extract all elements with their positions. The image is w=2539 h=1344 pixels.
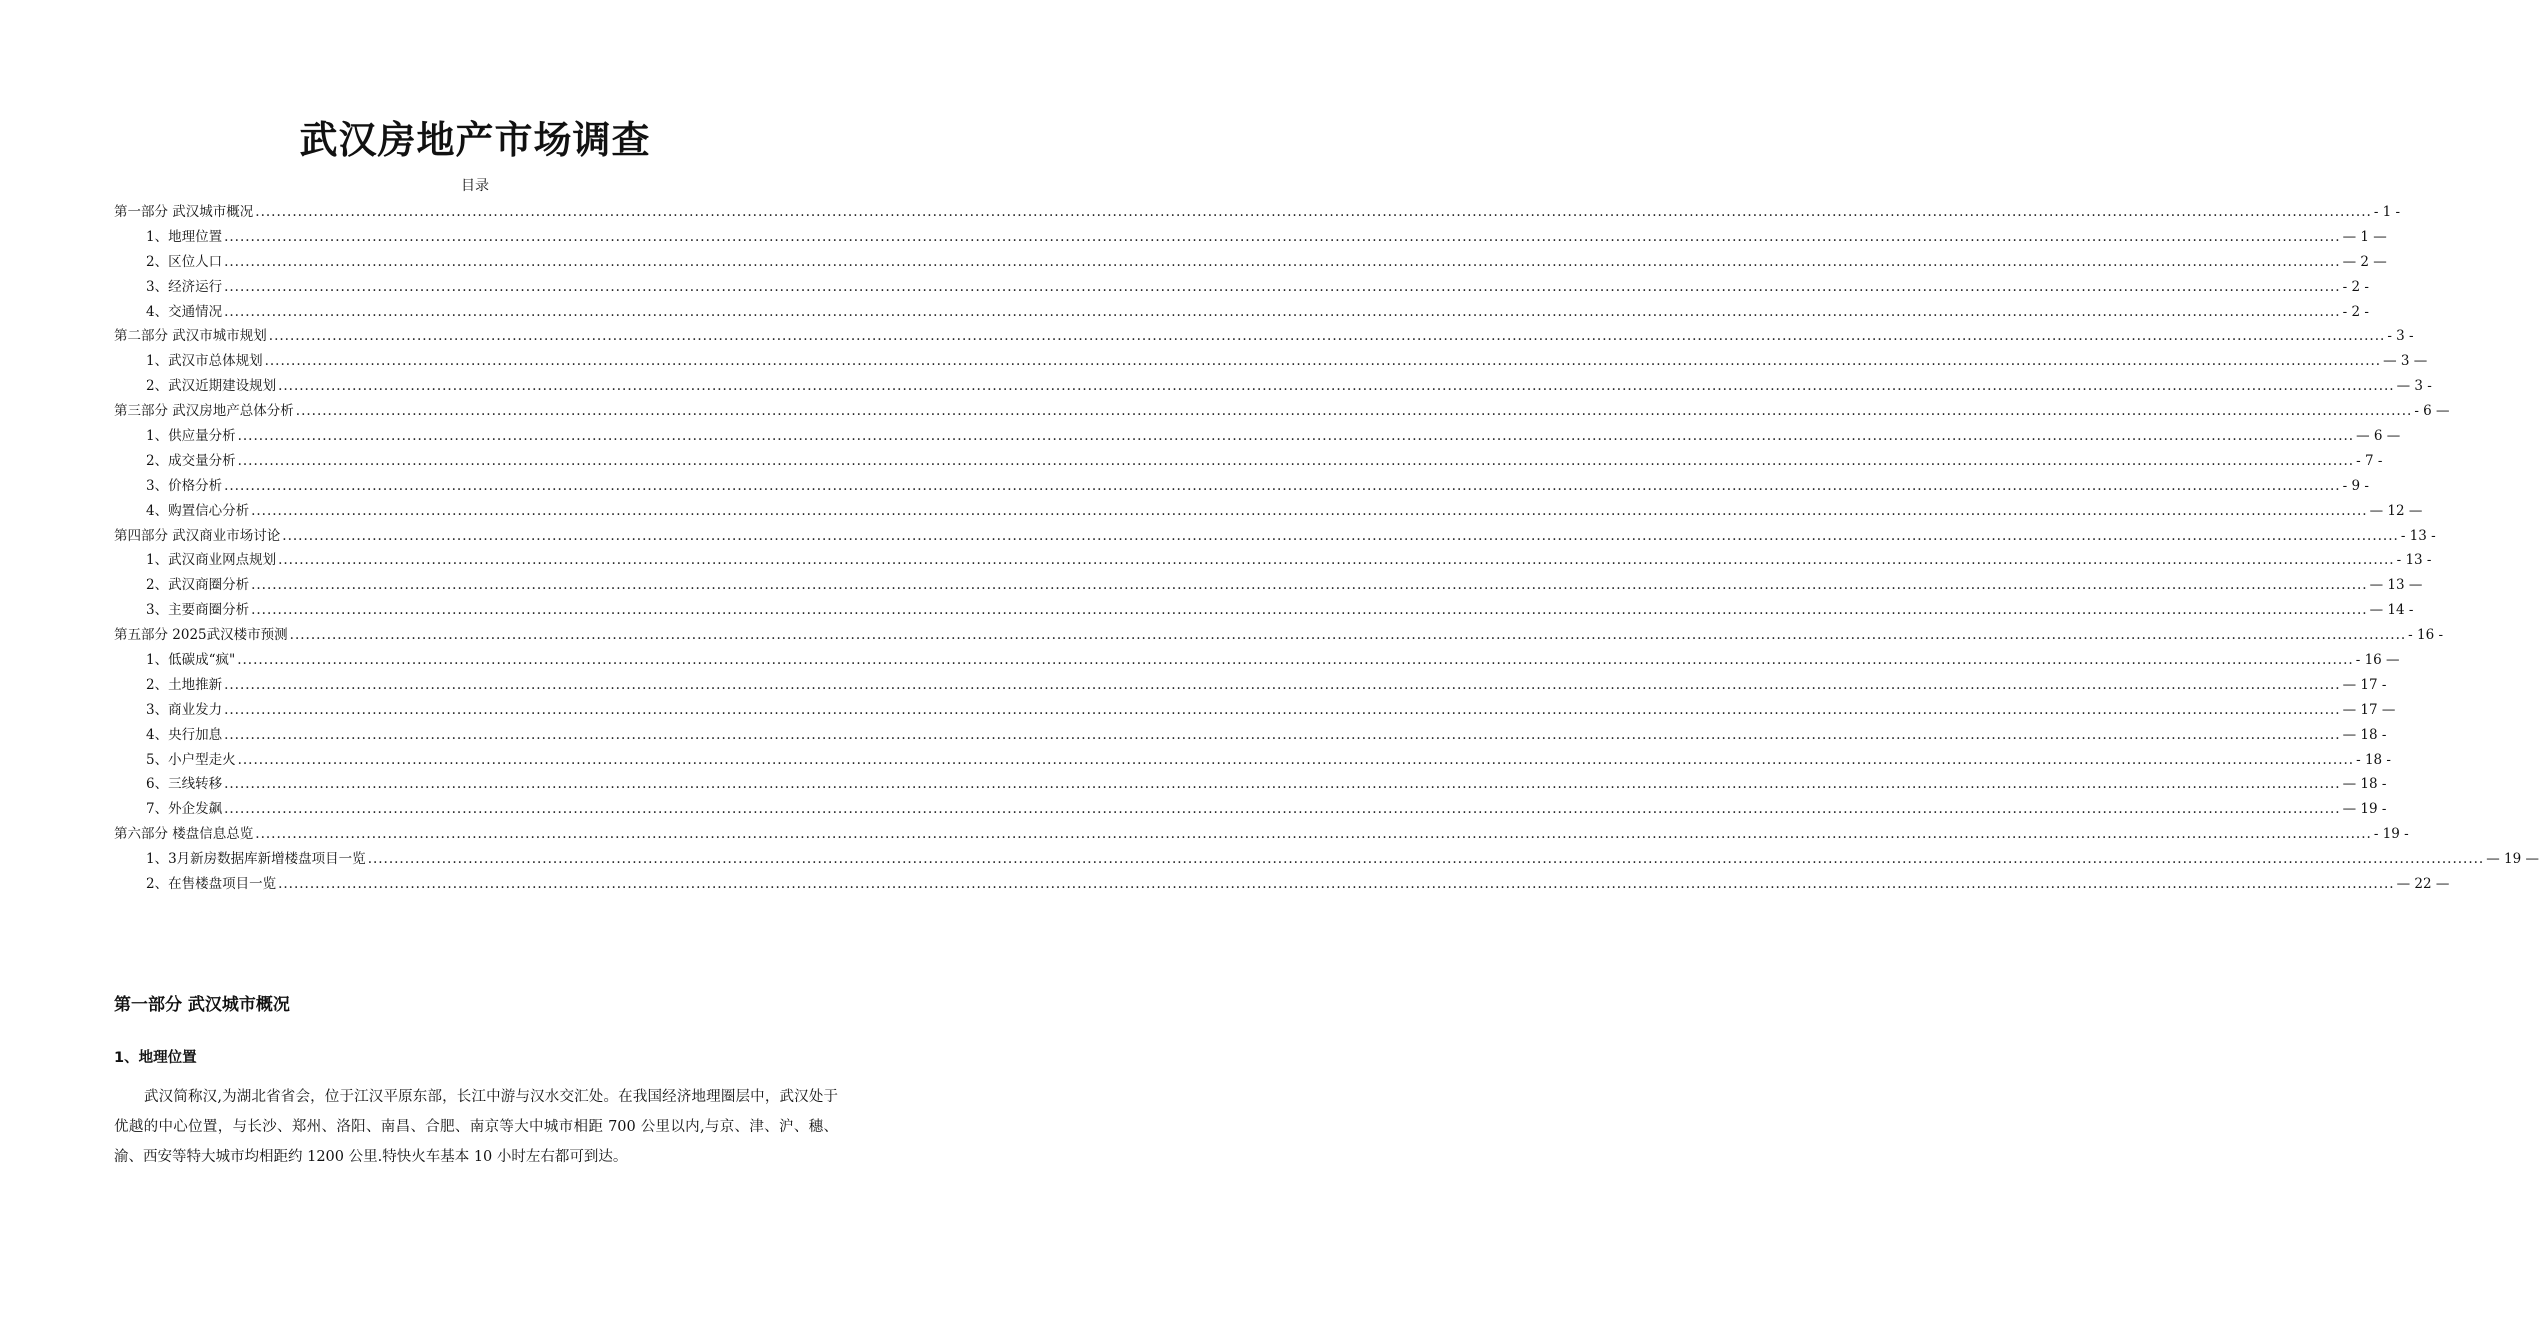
toc-dot-leader: ................................................................................................................................................................................................................................................................................................................................................................................................................ xyxy=(224,776,2341,793)
toc-entry-title: 3、价格分析 xyxy=(146,477,223,494)
toc-entry[interactable] xyxy=(114,349,2428,374)
toc-dot-leader: ................................................................................................................................................................................................................................................................................................................................................................................................................ xyxy=(278,552,2395,569)
toc-entry-page: — 14 - xyxy=(2369,602,2414,619)
toc-entry[interactable] xyxy=(114,797,2387,822)
toc-entry-page: - 1 - xyxy=(2373,204,2401,220)
toc-entry[interactable] xyxy=(114,872,2450,897)
toc-entry-page: — 22 — xyxy=(2396,876,2450,893)
toc-dot-leader: ................................................................................................................................................................................................................................................................................................................................................................................................................ xyxy=(282,527,2399,544)
toc-entry-page: - 19 - xyxy=(2373,826,2409,843)
toc-entry-title: 3、商业发力 xyxy=(146,701,223,718)
toc-entry[interactable] xyxy=(114,723,2387,748)
toc-entry-page: - 16 — xyxy=(2355,652,2400,669)
toc-entry[interactable] xyxy=(114,524,2436,549)
toc-entry[interactable] xyxy=(114,275,2369,300)
toc-entry-page: — 12 — xyxy=(2369,502,2423,519)
toc-entry-page: — 19 - xyxy=(2342,801,2387,818)
toc-entry-page: — 3 - xyxy=(2396,378,2432,395)
toc-entry[interactable] xyxy=(114,573,2423,598)
table-of-contents xyxy=(114,200,2539,897)
toc-dot-leader: ................................................................................................................................................................................................................................................................................................................................................................................................................ xyxy=(224,676,2341,693)
toc-dot-leader: ................................................................................................................................................................................................................................................................................................................................................................................................................ xyxy=(237,452,2355,469)
toc-dot-leader: ................................................................................................................................................................................................................................................................................................................................................................................................................ xyxy=(268,328,2386,345)
toc-entry[interactable] xyxy=(114,673,2387,698)
toc-dot-leader: ................................................................................................................................................................................................................................................................................................................................................................................................................ xyxy=(237,751,2355,768)
toc-entry[interactable] xyxy=(114,250,2387,275)
toc-dot-leader: ................................................................................................................................................................................................................................................................................................................................................................................................................ xyxy=(237,428,2355,445)
toc-entry[interactable] xyxy=(114,474,2369,499)
toc-dot-leader: ................................................................................................................................................................................................................................................................................................................................................................................................................ xyxy=(224,726,2341,743)
toc-entry-page: — 13 — xyxy=(2369,577,2423,594)
toc-dot-leader: ................................................................................................................................................................................................................................................................................................................................................................................................................ xyxy=(224,477,2341,494)
toc-entry-title: 第二部分 武汉市城市规划 xyxy=(114,328,267,345)
toc-entry-title: 4、购置信心分析 xyxy=(146,502,250,519)
toc-entry-title: 2、武汉商圈分析 xyxy=(146,577,250,594)
toc-dot-leader: ................................................................................................................................................................................................................................................................................................................................................................................................................ xyxy=(278,876,2395,893)
toc-entry-page: - 16 - xyxy=(2408,627,2444,644)
toc-entry[interactable] xyxy=(114,424,2401,449)
toc-entry-title: 第四部分 武汉商业市场讨论 xyxy=(114,527,281,544)
toc-dot-leader: ................................................................................................................................................................................................................................................................................................................................................................................................................ xyxy=(295,403,2413,420)
toc-dot-leader: ................................................................................................................................................................................................................................................................................................................................................................................................................ xyxy=(264,353,2382,370)
toc-entry[interactable] xyxy=(114,324,2414,349)
toc-dot-leader: ................................................................................................................................................................................................................................................................................................................................................................................................................ xyxy=(224,801,2341,818)
toc-entry-title: 3、主要商圈分析 xyxy=(146,602,250,619)
toc-entry-title: 2、土地推新 xyxy=(146,676,223,693)
toc-entry-page: - 9 - xyxy=(2342,477,2369,494)
toc-entry-title: 1、3月新房数据库新增楼盘项目一览 xyxy=(146,851,366,868)
section-subheading: 1、地理位置 xyxy=(114,1050,197,1066)
toc-dot-leader: ................................................................................................................................................................................................................................................................................................................................................................................................................ xyxy=(237,652,2354,669)
toc-entry[interactable] xyxy=(114,772,2387,797)
toc-heading: 目录 xyxy=(461,178,489,194)
toc-entry-page: — 18 - xyxy=(2342,726,2387,743)
toc-dot-leader: ................................................................................................................................................................................................................................................................................................................................................................................................................ xyxy=(224,253,2341,270)
toc-entry-title: 第三部分 武汉房地产总体分析 xyxy=(114,403,294,420)
toc-entry[interactable] xyxy=(114,225,2387,250)
toc-entry-title: 6、三线转移 xyxy=(146,776,223,793)
toc-entry-page: — 18 - xyxy=(2342,776,2387,793)
toc-dot-leader: ................................................................................................................................................................................................................................................................................................................................................................................................................ xyxy=(251,502,2368,519)
toc-dot-leader: ................................................................................................................................................................................................................................................................................................................................................................................................................ xyxy=(367,851,2485,868)
toc-entry-page: - 2 - xyxy=(2342,303,2369,320)
toc-dot-leader: ................................................................................................................................................................................................................................................................................................................................................................................................................ xyxy=(224,303,2341,320)
body-paragraph: 武汉简称汉,为湖北省省会，位于江汉平原东部，长江中游与汉水交汇处。在我国经济地理圈层中，武汉处于优越的中心位置，与长沙、郑州、洛阳、南昌、合肥、南京等大中城市相距 700 公里以内,与京、津、沪、穗、渝、西安等特大城市均相距约 1200 公里.特快火车基本 10 小时左右都可到达。 xyxy=(114,1089,838,1165)
toc-entry-title: 7、外企发飙 xyxy=(146,801,223,818)
toc-entry-page: — 6 — xyxy=(2356,428,2401,445)
toc-entry-page: — 3 — xyxy=(2383,353,2428,370)
toc-entry[interactable] xyxy=(114,822,2409,847)
toc-entry[interactable] xyxy=(114,598,2414,623)
toc-dot-leader: ................................................................................................................................................................................................................................................................................................................................................................................................................ xyxy=(255,204,2372,220)
toc-entry-page: - 13 - xyxy=(2396,552,2432,569)
toc-entry[interactable] xyxy=(114,399,2450,424)
toc-dot-leader: ................................................................................................................................................................................................................................................................................................................................................................................................................ xyxy=(255,826,2372,843)
toc-entry-title: 4、央行加息 xyxy=(146,726,223,743)
toc-entry-title: 第一部分 武汉城市概况 xyxy=(114,204,254,220)
toc-entry[interactable] xyxy=(114,300,2369,325)
toc-entry[interactable] xyxy=(114,847,2539,872)
section-heading: 第一部分 武汉城市概况 xyxy=(114,995,290,1015)
toc-entry-title: 4、交通情况 xyxy=(146,303,223,320)
toc-entry[interactable] xyxy=(114,748,2391,773)
toc-entry[interactable] xyxy=(114,698,2396,723)
toc-entry-page: — 1 — xyxy=(2342,228,2387,245)
toc-entry[interactable] xyxy=(114,499,2423,524)
toc-entry-page: - 18 - xyxy=(2356,751,2391,768)
toc-dot-leader: ................................................................................................................................................................................................................................................................................................................................................................................................................ xyxy=(289,627,2407,644)
toc-entry-title: 1、地理位置 xyxy=(146,228,223,245)
toc-dot-leader: ................................................................................................................................................................................................................................................................................................................................................................................................................ xyxy=(224,701,2341,718)
toc-entry-page: — 17 — xyxy=(2342,701,2396,718)
toc-entry-title: 2、成交量分析 xyxy=(146,452,236,469)
toc-entry-page: — 17 - xyxy=(2342,676,2387,693)
toc-entry-title: 2、区位人口 xyxy=(146,253,223,270)
toc-dot-leader: ................................................................................................................................................................................................................................................................................................................................................................................................................ xyxy=(251,602,2368,619)
toc-entry-page: - 3 - xyxy=(2387,328,2414,345)
toc-entry-title: 1、低碳成“疯" xyxy=(146,652,236,669)
toc-entry[interactable] xyxy=(114,200,2401,225)
toc-entry[interactable] xyxy=(114,548,2432,573)
toc-entry[interactable] xyxy=(114,623,2444,648)
toc-dot-leader: ................................................................................................................................................................................................................................................................................................................................................................................................................ xyxy=(224,278,2341,295)
toc-entry[interactable] xyxy=(114,648,2400,673)
toc-entry-page: — 2 — xyxy=(2342,253,2387,270)
toc-dot-leader: ................................................................................................................................................................................................................................................................................................................................................................................................................ xyxy=(251,577,2368,594)
toc-dot-leader: ................................................................................................................................................................................................................................................................................................................................................................................................................ xyxy=(224,228,2341,245)
toc-entry-title: 3、经济运行 xyxy=(146,278,223,295)
toc-entry-title: 1、武汉市总体规划 xyxy=(146,353,263,370)
toc-entry[interactable] xyxy=(114,449,2383,474)
toc-entry[interactable] xyxy=(114,374,2432,399)
toc-entry-title: 2、在售楼盘项目一览 xyxy=(146,876,277,893)
toc-entry-title: 1、武汉商业网点规划 xyxy=(146,552,277,569)
toc-entry-page: - 7 - xyxy=(2356,452,2383,469)
toc-entry-title: 第六部分 楼盘信息总览 xyxy=(114,826,254,843)
toc-entry-title: 2、武汉近期建设规划 xyxy=(146,378,277,395)
toc-entry-page: - 13 - xyxy=(2400,527,2436,544)
toc-dot-leader: ................................................................................................................................................................................................................................................................................................................................................................................................................ xyxy=(278,378,2395,395)
toc-entry-title: 第五部分 2025武汉楼市预测 xyxy=(114,627,288,644)
toc-entry-page: - 6 — xyxy=(2414,403,2450,420)
toc-entry-title: 5、小户型走火 xyxy=(146,751,236,768)
toc-entry-title: 1、供应量分析 xyxy=(146,428,236,445)
document-title: 武汉房地产市场调查 xyxy=(299,118,651,162)
toc-entry-page: — 19 — xyxy=(2486,851,2539,868)
toc-entry-page: - 2 - xyxy=(2342,278,2369,295)
